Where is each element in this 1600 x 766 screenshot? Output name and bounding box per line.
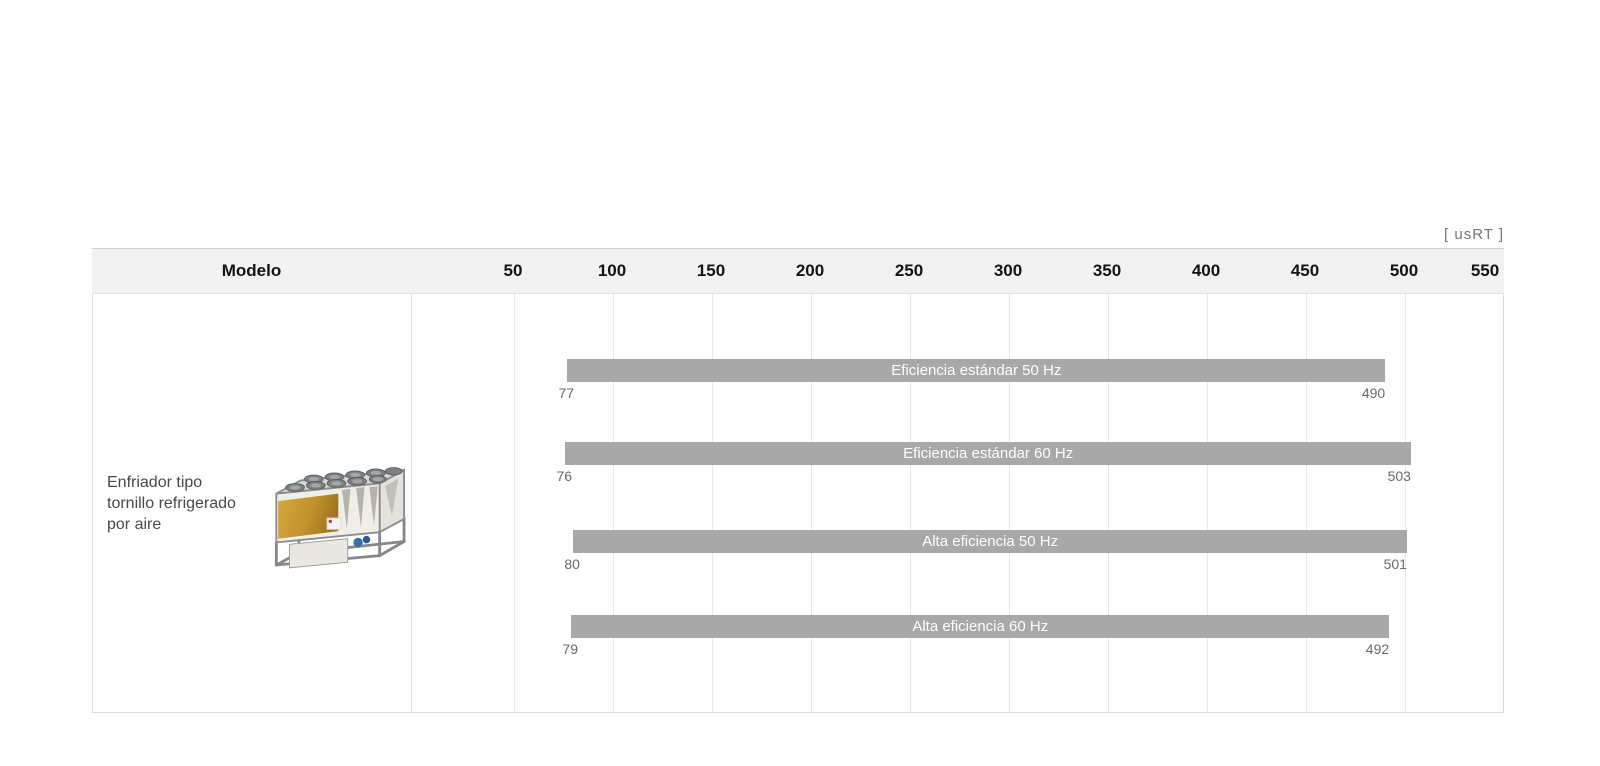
bar-label: Alta eficiencia 60 Hz: [912, 618, 1049, 635]
bar-max-value: 501: [1383, 556, 1407, 572]
model-name: Enfriador tipo tornillo refrigerado por aire: [107, 473, 236, 533]
axis-tick-label: 550: [1470, 261, 1500, 280]
range-bar: [571, 615, 1389, 638]
range-bar: [567, 359, 1385, 382]
capacity-table: [92, 248, 1504, 712]
bar-max-value: 490: [1361, 385, 1386, 401]
gridline: [910, 294, 911, 712]
gridline: [1306, 294, 1307, 712]
gridline: [613, 294, 614, 712]
bar-min-value: 80: [564, 556, 580, 572]
bar-label: Eficiencia estándar 60 Hz: [903, 445, 1074, 462]
bar-max-value: 503: [1387, 468, 1411, 484]
column-header-modelo: Modelo: [221, 261, 282, 280]
axis-tick-label: 450: [1290, 261, 1320, 280]
axis-tick-label: 350: [1092, 261, 1122, 280]
axis-tick-label: 300: [993, 261, 1023, 280]
axis-tick-label: 500: [1389, 261, 1419, 280]
bar-label: Alta eficiencia 50 Hz: [922, 533, 1059, 550]
model-cell: [93, 294, 412, 712]
range-bar: [565, 442, 1410, 465]
gridline: [1108, 294, 1109, 712]
axis-tick-label: 200: [795, 261, 825, 280]
gridline: [811, 294, 812, 712]
gridline: [1405, 294, 1406, 712]
axis-tick-row: [411, 249, 1504, 293]
table-header: [92, 249, 1504, 294]
bar-label: Eficiencia estándar 50 Hz: [891, 362, 1062, 379]
gridline: [514, 294, 515, 712]
axis-tick-label: 150: [696, 261, 726, 280]
bar-max-value: 492: [1365, 641, 1390, 657]
gridline: [712, 294, 713, 712]
axis-tick-label: 50: [503, 261, 523, 280]
chart-area: [412, 294, 1504, 712]
table-body: [92, 294, 1504, 713]
unit-label: [ usRT ]: [1444, 226, 1504, 243]
axis-tick-label: 400: [1191, 261, 1221, 280]
gridline: [1009, 294, 1010, 712]
chiller-image: [250, 429, 417, 577]
axis-tick-label: 250: [894, 261, 924, 280]
range-bar: [573, 530, 1407, 553]
bar-min-value: 77: [558, 385, 575, 401]
axis-tick-label: 100: [597, 261, 627, 280]
bar-min-value: 79: [562, 641, 578, 657]
bar-min-value: 76: [556, 468, 573, 484]
gridline: [1207, 294, 1208, 712]
